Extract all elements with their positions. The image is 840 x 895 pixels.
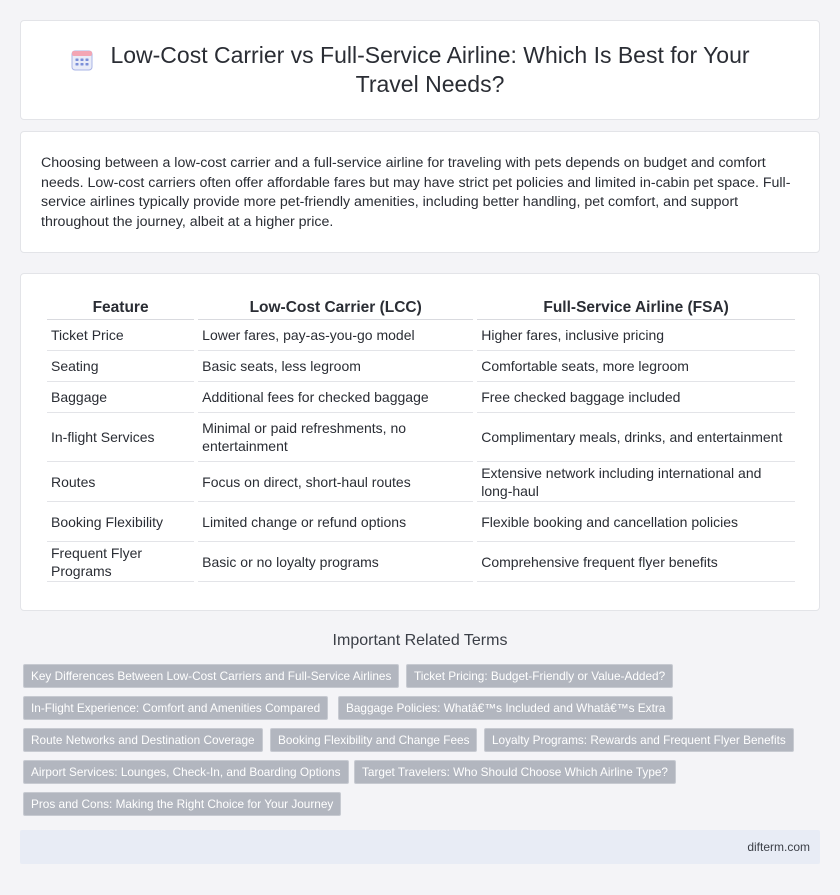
comparison-card	[20, 273, 820, 611]
fsa-cell: Comfortable seats, more legroom	[477, 351, 795, 382]
table-row	[47, 351, 795, 382]
table-header-row	[47, 296, 795, 320]
lcc-cell: Limited change or refund options	[198, 502, 473, 542]
table-row	[47, 413, 795, 462]
feature-cell: Seating	[47, 351, 194, 382]
related-term-tag[interactable]: Route Networks and Destination Coverage	[23, 728, 263, 752]
fsa-cell: Higher fares, inclusive pricing	[477, 320, 795, 351]
fsa-cell: Complimentary meals, drinks, and entertainment	[477, 413, 795, 462]
related-term-tag[interactable]: Booking Flexibility and Change Fees	[270, 728, 477, 752]
feature-cell: Booking Flexibility	[47, 502, 194, 542]
feature-cell: Routes	[47, 462, 194, 502]
related-terms-heading: Important Related Terms	[332, 632, 508, 649]
column-header-lcc: Low-Cost Carrier (LCC)	[198, 296, 473, 320]
column-header-feature: Feature	[47, 296, 194, 320]
lcc-cell: Additional fees for checked baggage	[198, 382, 473, 413]
site-name[interactable]: difterm.com	[747, 840, 810, 854]
related-term-tag[interactable]: Airport Services: Lounges, Check-In, and Boarding Options	[23, 760, 349, 784]
feature-cell: Ticket Price	[47, 320, 194, 351]
table-row	[47, 382, 795, 413]
feature-cell: Baggage	[47, 382, 194, 413]
related-term-tag[interactable]: Target Travelers: Who Should Choose Which Airline Type?	[354, 760, 676, 784]
fsa-cell: Flexible booking and cancellation policies	[477, 502, 795, 542]
related-term-tag[interactable]: Pros and Cons: Making the Right Choice for Your Journey	[23, 792, 341, 816]
table-row	[47, 462, 795, 502]
intro-paragraph: Choosing between a low-cost carrier and a full-service airline for traveling with pets depends on budget and comfort needs. Low-cost carriers often offer affordable fares but may have strict pet policies and limited in-cabin pet space. Full-service airlines typically provide more pet-friendly amenities, including better handling, pet comfort, and support throughout the journey, albeit at a higher price.	[41, 155, 791, 230]
table-row	[47, 542, 795, 582]
intro-card	[20, 131, 820, 253]
fsa-cell: Extensive network including international and long-haul	[477, 462, 795, 502]
lcc-cell: Basic seats, less legroom	[198, 351, 473, 382]
title-card	[20, 20, 820, 120]
related-term-tag[interactable]: In-Flight Experience: Comfort and Amenities Compared	[23, 696, 328, 720]
fsa-cell: Free checked baggage included	[477, 382, 795, 413]
lcc-cell: Focus on direct, short-haul routes	[198, 462, 473, 502]
feature-cell: In-flight Services	[47, 413, 194, 462]
lcc-cell: Basic or no loyalty programs	[198, 542, 473, 582]
related-term-tag[interactable]: Key Differences Between Low-Cost Carriers and Full-Service Airlines	[23, 664, 399, 688]
column-header-fsa: Full-Service Airline (FSA)	[477, 296, 795, 320]
comparison-table	[43, 296, 799, 582]
table-row	[47, 320, 795, 351]
related-term-tag[interactable]: Loyalty Programs: Rewards and Frequent Flyer Benefits	[484, 728, 794, 752]
related-term-tag[interactable]: Ticket Pricing: Budget-Friendly or Value-Added?	[406, 664, 673, 688]
fsa-cell: Comprehensive frequent flyer benefits	[477, 542, 795, 582]
lcc-cell: Lower fares, pay-as-you-go model	[198, 320, 473, 351]
related-term-tag[interactable]: Baggage Policies: Whatâ€™s Included and Whatâ€™s Extra	[338, 696, 673, 720]
lcc-cell: Minimal or paid refreshments, no entertainment	[198, 413, 473, 462]
page-title: Low-Cost Carrier vs Full-Service Airline: Which Is Best for Your Travel Needs?	[110, 42, 750, 97]
footer-bar	[20, 830, 820, 864]
feature-cell: Frequent Flyer Programs	[47, 542, 194, 582]
table-row	[47, 502, 795, 542]
